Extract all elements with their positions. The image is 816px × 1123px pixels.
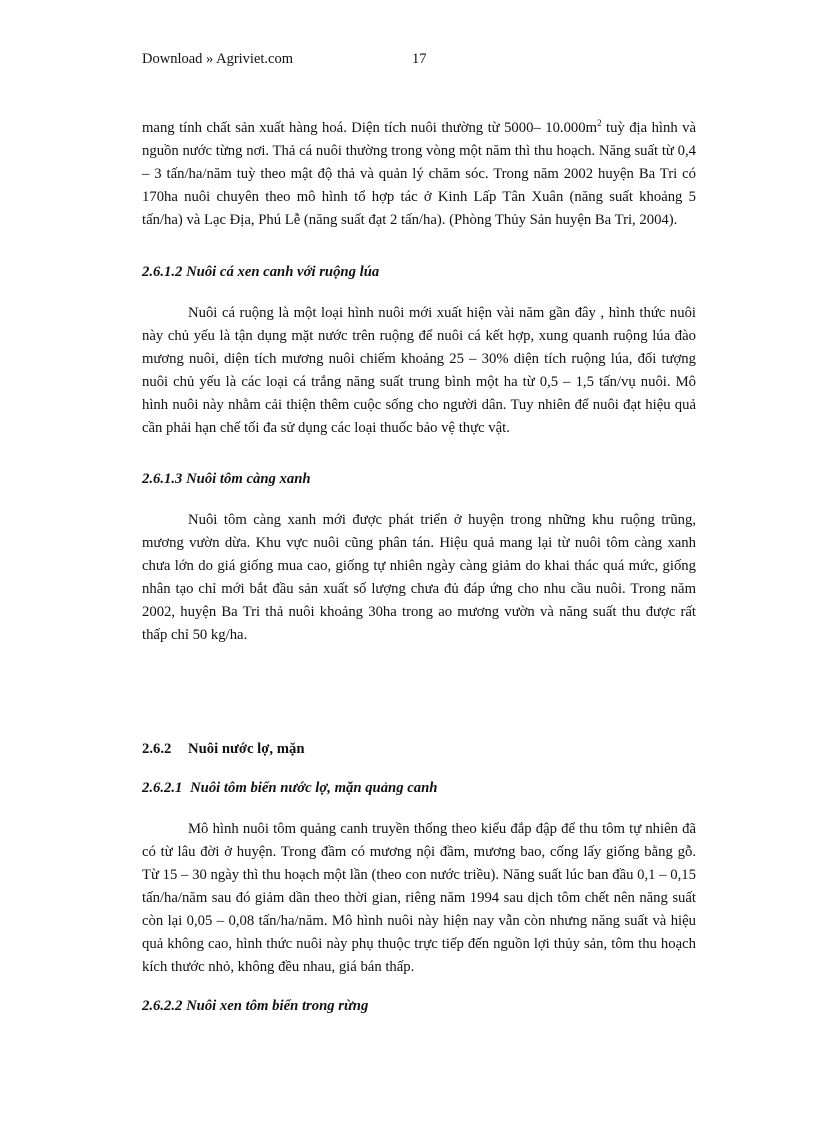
header-source: Download » Agriviet.com [142,51,294,67]
page-number: 17 [412,51,427,67]
superscript: 2 [597,118,602,129]
heading-2-6-2-number: 2.6.2 [142,741,172,757]
heading-2-6-2-2: 2.6.2.2 Nuôi xen tôm biển trong rừng [142,998,369,1014]
paragraph-2-6-2-1: Mô hình nuôi tôm quảng canh truyền thống theo kiểu đắp đập để thu tôm tự nhiên đã có từ lâu đời ở huyện. Trong đầm có mương nội đầm, mương bao, cống lấy giống bằng gỗ. Từ 15 – 30 ngày thì thu hoạch một lần (theo con nước triều). Năng suất lúc ban đầu 0,1 – 0,15 tấn/ha/năm sau đó giảm dần theo thời gian, riêng năm 1994 sau dịch tôm chết nên năng suất còn lại 0,05 – 0,08 tấn/ha/năm. Mô hình nuôi này hiện nay vẫn còn nhưng năng suất và hiệu quả không cao, hình thức nuôi này phụ thuộc trực tiếp đến nguồn lợi thủy sản, tôm thu hoạch kích thước nhỏ, không đều nhau, giá bán thấp. [142,821,696,975]
intro-paragraph [142,117,696,232]
intro-text-start: mang tính chất sản xuất hàng hoá. Diện tích nuôi thường từ 5000– 10.000m [142,120,598,136]
heading-2-6-1-3: 2.6.1.3 Nuôi tôm càng xanh [142,471,311,487]
page-content [142,117,696,1018]
heading-2-6-2-1-title: Nuôi tôm biển nước lợ, mặn quảng canh [190,780,438,796]
heading-2-6-2 [142,738,696,761]
heading-2-6-2-1 [142,777,696,800]
heading-2-6-2-1-number: 2.6.2.1 [142,780,183,796]
heading-2-6-2-title: Nuôi nước lợ, mặn [188,741,305,757]
paragraph-2-6-1-2: Nuôi cá ruộng là một loại hình nuôi mới xuất hiện vài năm gần đây , hình thức nuôi này chủ yếu là tận dụng mặt nước trên ruộng để nuôi cá kết hợp, xung quanh ruộng lúa đào mương nuôi, diện tích mương nuôi chiếm khoảng 25 – 30% diện tích ruộng lúa, đối tượng nuôi chủ yếu là các loại cá trắng năng suất trung bình một ha từ 0,5 – 1,5 tấn/vụ nuôi. Mô hình nuôi này nhằm cải thiện thêm cuộc sống cho người dân. Tuy nhiên để nuôi đạt hiệu quả cần phải hạn chế tối đa sử dụng các loại thuốc bảo vệ thực vật. [142,305,696,436]
intro-text-end: tuỳ địa hình và nguồn nước từng nơi. Thả cá nuôi thường trong vòng một năm thì thu hoạch. Năng suất từ 0,4 – 3 tấn/ha/năm tuỳ theo mật độ thả và quản lý chăm sóc. Trong năm 2002 huyện Ba Tri có 170ha nuôi chuyên theo mô hình tổ hợp tác ở Kinh Lấp Tân Xuân (năng suất khoảng 5 tấn/ha) và Lạc Địa, Phú Lễ (năng suất đạt 2 tấn/ha). (Phòng Thủy Sản huyện Ba Tri, 2004). [142,120,697,228]
heading-2-6-1-2: 2.6.1.2 Nuôi cá xen canh với ruộng lúa [142,264,380,280]
page-header [142,51,702,71]
paragraph-2-6-1-3: Nuôi tôm càng xanh mới được phát triển ở huyện trong những khu ruộng trũng, mương vườn dừa. Khu vực nuôi cũng phân tán. Hiệu quả mang lại từ nuôi tôm càng xanh chưa lớn do giá giống mua cao, giống tự nhiên ngày càng giảm do khai thác quá mức, giống nhân tạo chỉ mới bắt đầu sản xuất số lượng chưa đủ đáp ứng cho nhu cầu nuôi. Trong năm 2002, huyện Ba Tri thả nuôi khoảng 30ha trong ao mương vườn và năng suất thu được rất thấp chỉ 50 kg/ha. [142,512,696,643]
